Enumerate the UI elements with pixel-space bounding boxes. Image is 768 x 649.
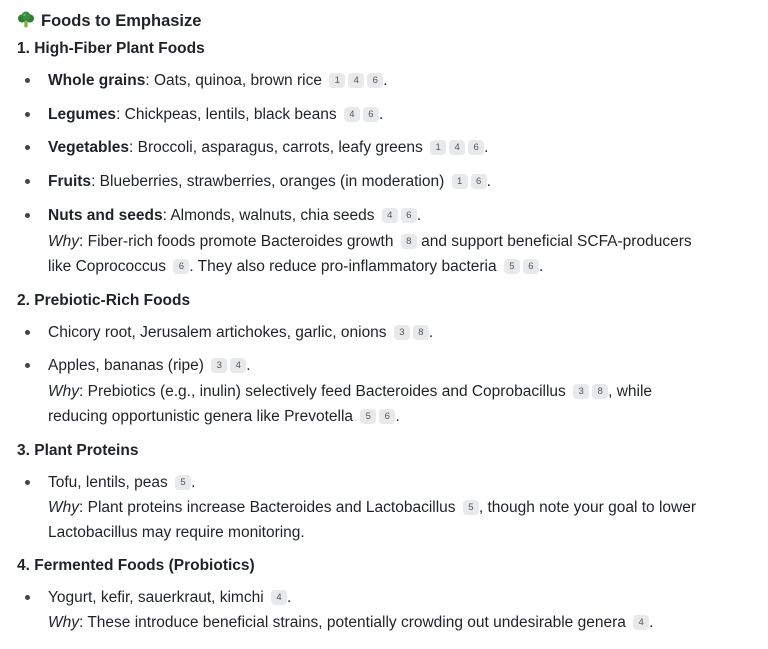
item-text: : Chickpeas, lentils, black beans: [116, 106, 337, 123]
why-note: Why: Prebiotics (e.g., inulin) selectively feed Bacteroides and Coprobacillus 3 8 , while: [48, 383, 653, 400]
list-item: Fruits: Blueberries, strawberries, oranges (in moderation) 1 6 .: [48, 173, 491, 190]
citation-badge[interactable]: 6: [379, 409, 395, 424]
citation-badge[interactable]: 5: [175, 475, 191, 490]
why-note: Why: Plant proteins increase Bacteroides and Lactobacillus 5 , though note your goal to lower: [48, 499, 696, 516]
citation-badge[interactable]: 6: [401, 208, 417, 223]
list-item: Vegetables: Broccoli, asparagus, carrots, leafy greens 1 4 6 .: [48, 139, 489, 156]
item-text: : Almonds, walnuts, chia seeds: [162, 207, 375, 224]
item-label: Fruits: [48, 173, 92, 190]
bullet-dot: [25, 480, 30, 485]
citation-badge[interactable]: 5: [360, 409, 376, 424]
why-note-continued: like Coprococcus 6 . They also reduce pro-inflammatory bacteria 5 6 .: [48, 258, 544, 275]
item-text: Apples, bananas (ripe): [48, 357, 204, 374]
citation-badge[interactable]: 5: [504, 259, 520, 274]
why-note: Why: These introduce beneficial strains, potentially crowding out undesirable genera 4 .: [48, 614, 654, 631]
bullet-dot: [25, 179, 30, 184]
citation-badge[interactable]: 6: [471, 174, 487, 189]
why-note-continued: Lactobacillus may require monitoring.: [48, 524, 305, 541]
item-label: Whole grains: [48, 72, 146, 89]
item-label: Legumes: [48, 106, 117, 123]
citation-badge[interactable]: 4: [271, 590, 287, 605]
citation-badge[interactable]: 6: [523, 259, 539, 274]
citation-badge[interactable]: 4: [633, 615, 649, 630]
why-label: Why: [48, 233, 79, 250]
citation-badge[interactable]: 6: [468, 140, 484, 155]
bullet-dot: [25, 145, 30, 150]
citation-badge[interactable]: 8: [401, 234, 417, 249]
citation-badge[interactable]: 6: [363, 107, 379, 122]
bullet-dot: [25, 78, 30, 83]
citation-badge[interactable]: 4: [449, 140, 465, 155]
section-heading-4: 4. Fermented Foods (Probiotics): [17, 557, 255, 574]
citation-badge[interactable]: 6: [173, 259, 189, 274]
list-item: Chicory root, Jerusalem artichokes, garlic, onions 3 8 .: [48, 324, 434, 341]
bullet-dot: [25, 330, 30, 335]
item-text: : Broccoli, asparagus, carrots, leafy greens: [129, 139, 423, 156]
why-note-continued: reducing opportunistic genera like Prevotella 5 6 .: [48, 408, 400, 425]
section-heading-1: 1. High-Fiber Plant Foods: [17, 40, 205, 57]
citation-badge[interactable]: 3: [573, 384, 589, 399]
list-item: Legumes: Chickpeas, lentils, black beans 4 6 .: [48, 106, 384, 123]
citation-badge[interactable]: 4: [344, 107, 360, 122]
why-label: Why: [48, 614, 79, 631]
section-heading-3: 3. Plant Proteins: [17, 442, 139, 459]
why-note: Why: Fiber-rich foods promote Bacteroides growth 8 and support beneficial SCFA-producers: [48, 233, 692, 250]
why-label: Why: [48, 383, 79, 400]
section-title: [17, 10, 201, 32]
citation-badge[interactable]: 4: [348, 73, 364, 88]
page-title: Foods to Emphasize: [41, 12, 202, 30]
list-item: Nuts and seeds: Almonds, walnuts, chia seeds 4 6 .: [48, 207, 422, 224]
list-item: Apples, bananas (ripe) 3 4 .: [48, 357, 251, 374]
citation-badge[interactable]: 1: [329, 73, 345, 88]
broccoli-icon: [17, 11, 35, 29]
item-text: : Blueberries, strawberries, oranges (in moderation): [91, 173, 445, 190]
citation-badge[interactable]: 6: [367, 73, 383, 88]
item-label: Nuts and seeds: [48, 207, 163, 224]
citation-badge[interactable]: 4: [230, 358, 246, 373]
bullet-dot: [25, 363, 30, 368]
section-heading-2: 2. Prebiotic-Rich Foods: [17, 292, 191, 309]
bullet-dot: [25, 595, 30, 600]
list-item: Yogurt, kefir, sauerkraut, kimchi 4 .: [48, 589, 292, 606]
citation-badge[interactable]: 4: [382, 208, 398, 223]
item-label: Vegetables: [48, 139, 129, 156]
bullet-dot: [25, 112, 30, 117]
item-text: Tofu, lentils, peas: [48, 474, 168, 491]
item-text: : Oats, quinoa, brown rice: [145, 72, 322, 89]
bullet-dot: [25, 213, 30, 218]
item-text: Chicory root, Jerusalem artichokes, garlic, onions: [48, 324, 387, 341]
list-item: Tofu, lentils, peas 5 .: [48, 474, 196, 491]
list-item: Whole grains: Oats, quinoa, brown rice 1 4 6 .: [48, 72, 388, 89]
citation-badge[interactable]: 3: [211, 358, 227, 373]
citation-badge[interactable]: 1: [430, 140, 446, 155]
citation-badge[interactable]: 8: [592, 384, 608, 399]
citation-badge[interactable]: 8: [413, 325, 429, 340]
citation-badge[interactable]: 3: [394, 325, 410, 340]
citation-badge[interactable]: 1: [452, 174, 468, 189]
why-label: Why: [48, 499, 79, 516]
item-text: Yogurt, kefir, sauerkraut, kimchi: [48, 589, 264, 606]
citation-badge[interactable]: 5: [463, 500, 479, 515]
